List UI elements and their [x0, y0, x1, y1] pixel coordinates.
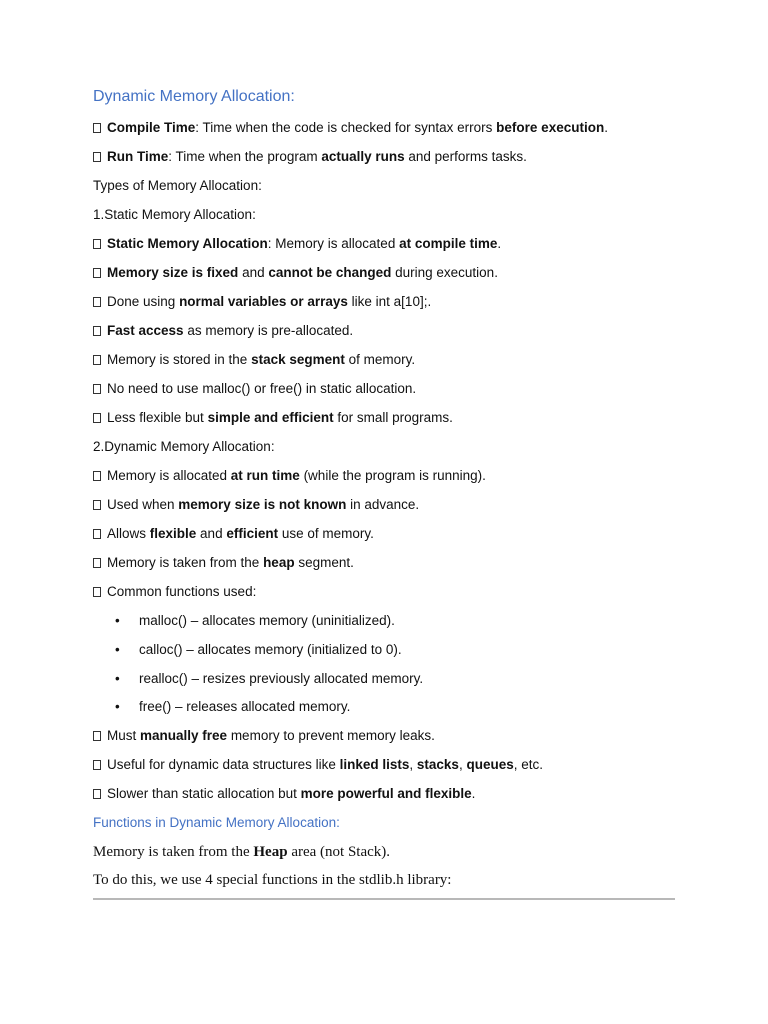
list-item: Used when memory size is not known in advance. [93, 496, 419, 514]
list-item: Memory is allocated at run time (while the program is running). [93, 467, 486, 485]
missing-glyph-icon [93, 500, 101, 510]
list-item: No need to use malloc() or free() in static allocation. [93, 380, 416, 398]
paragraph: Memory is taken from the Heap area (not Stack). [93, 844, 391, 860]
section-heading: Functions in Dynamic Memory Allocation: [93, 815, 340, 830]
missing-glyph-icon [93, 326, 101, 336]
list-item: Static Memory Allocation: Memory is allocated at compile time. [93, 235, 501, 253]
missing-glyph-icon [93, 558, 101, 568]
missing-glyph-icon [93, 760, 101, 770]
list-item: Must manually free memory to prevent memory leaks. [93, 727, 435, 745]
bullet-icon: • [115, 642, 120, 657]
list-item: Memory is stored in the stack segment of memory. [93, 351, 415, 369]
bullet-icon: • [115, 613, 120, 628]
missing-glyph-icon [93, 384, 101, 394]
missing-glyph-icon [93, 123, 101, 133]
list-item: Fast access as memory is pre-allocated. [93, 322, 353, 340]
missing-glyph-icon [93, 789, 101, 799]
divider [93, 898, 675, 900]
bullet-icon: • [115, 699, 120, 714]
list-item: Memory is taken from the heap segment. [93, 554, 354, 572]
section-heading: 2.Dynamic Memory Allocation: [93, 439, 275, 454]
list-item: Allows flexible and efficient use of memory. [93, 525, 374, 543]
list-item: Useful for dynamic data structures like linked lists, stacks, queues, etc. [93, 756, 543, 774]
missing-glyph-icon [93, 413, 101, 423]
list-item: Memory size is fixed and cannot be changed during execution. [93, 264, 498, 282]
list-item: Common functions used: [93, 583, 256, 601]
missing-glyph-icon [93, 239, 101, 249]
missing-glyph-icon [93, 297, 101, 307]
page-title: Dynamic Memory Allocation: [93, 88, 295, 105]
missing-glyph-icon [93, 731, 101, 741]
section-heading: Types of Memory Allocation: [93, 178, 262, 193]
paragraph: To do this, we use 4 special functions in the stdlib.h library: [93, 872, 452, 888]
list-item: Done using normal variables or arrays like int a[10];. [93, 293, 431, 311]
missing-glyph-icon [93, 587, 101, 597]
bullet-icon: • [115, 671, 120, 686]
function-item: malloc() – allocates memory (uninitialized). [139, 613, 395, 628]
missing-glyph-icon [93, 268, 101, 278]
function-item: realloc() – resizes previously allocated memory. [139, 671, 424, 686]
list-item: Less flexible but simple and efficient for small programs. [93, 409, 453, 427]
missing-glyph-icon [93, 152, 101, 162]
list-item: Compile Time: Time when the code is checked for syntax errors before execution. [93, 119, 608, 137]
function-item: free() – releases allocated memory. [139, 699, 351, 714]
function-item: calloc() – allocates memory (initialized to 0). [139, 642, 402, 657]
missing-glyph-icon [93, 529, 101, 539]
missing-glyph-icon [93, 355, 101, 365]
list-item: Run Time: Time when the program actually runs and performs tasks. [93, 148, 527, 166]
section-heading: 1.Static Memory Allocation: [93, 207, 256, 222]
list-item: Slower than static allocation but more powerful and flexible. [93, 785, 475, 803]
missing-glyph-icon [93, 471, 101, 481]
